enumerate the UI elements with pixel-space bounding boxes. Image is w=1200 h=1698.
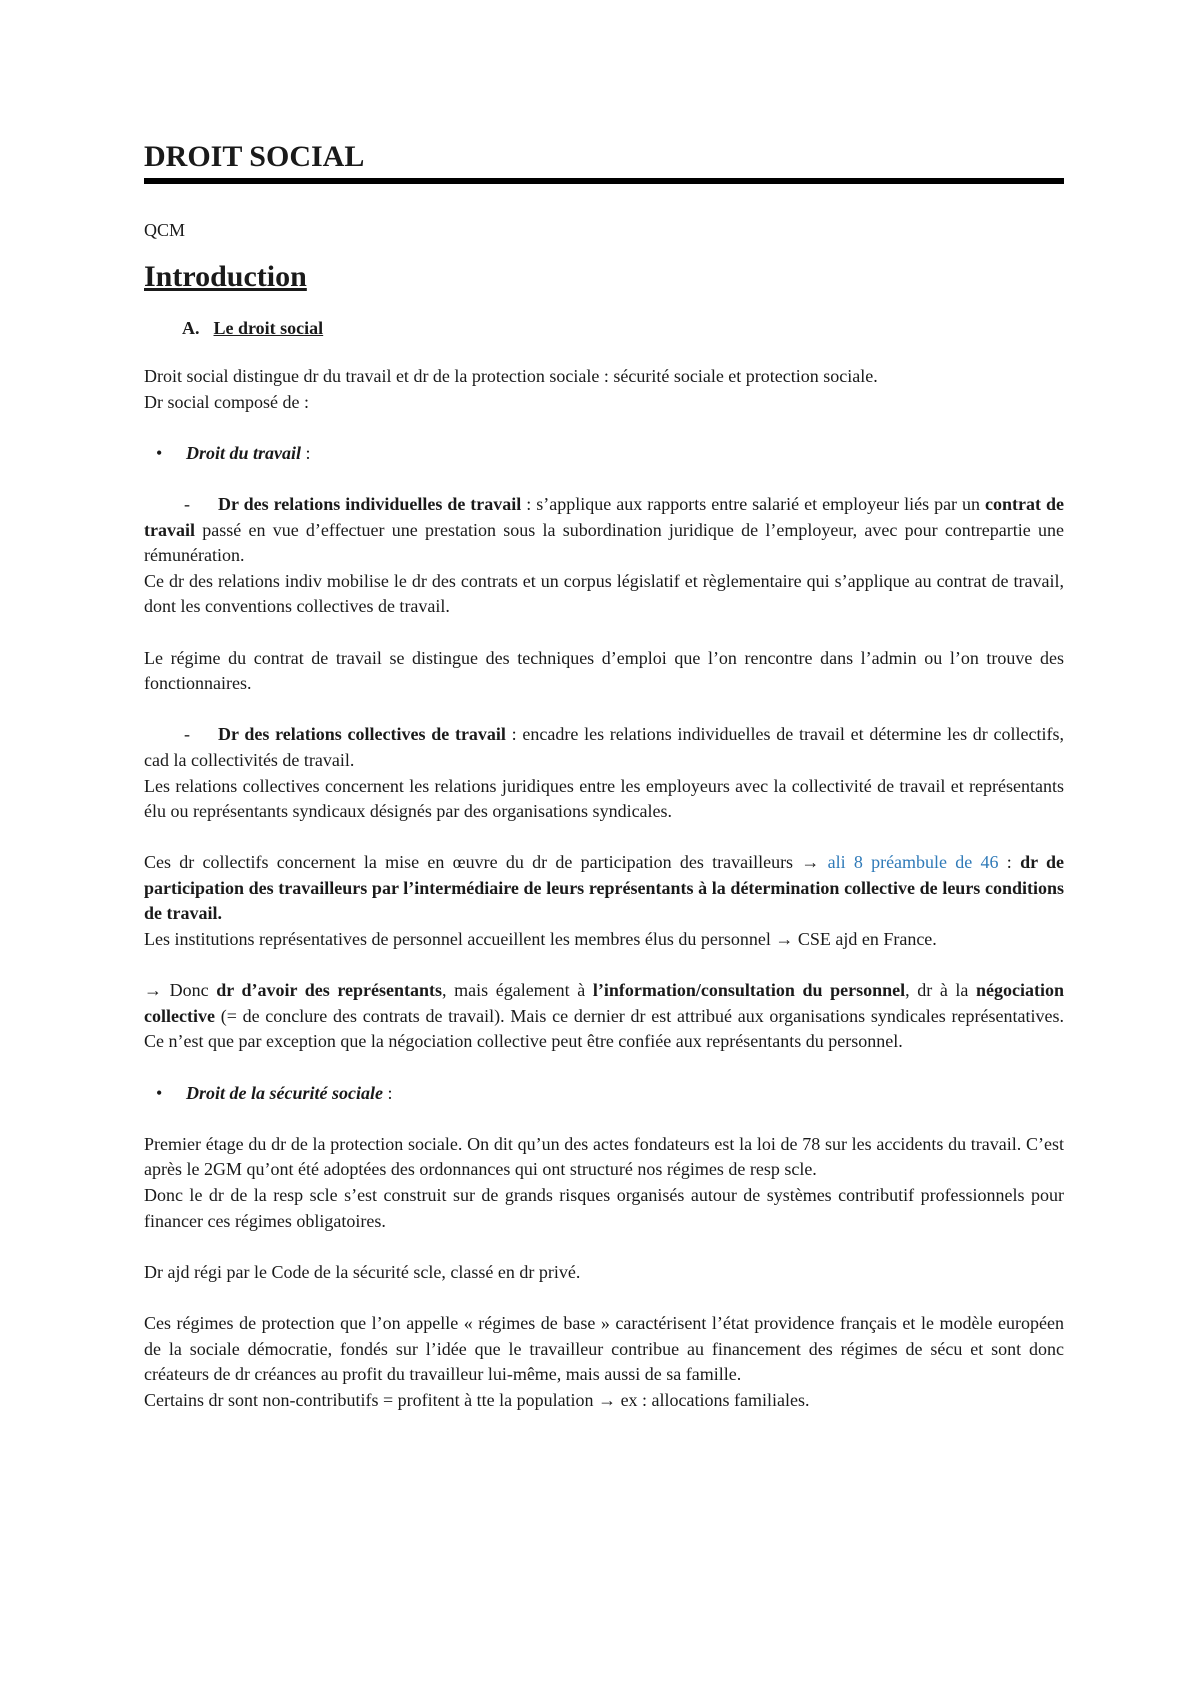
paragraph-text: (= de conclure des contrats de travail). Mais ce dernier dr est attribué aux organisations syndicales représentatives. Ce n’est que par exception que la négociation collective peut être confiée aux représentants du personnel. [144,1005,1064,1052]
heading-introduction: Introduction [144,260,307,293]
paragraph-line: Droit social distingue dr du travail et dr de la protection sociale : sécurité sociale et protection sociale. [144,366,878,386]
dash-item-bold: contrat de travail [144,493,1064,540]
section-title: Le droit social [213,318,324,338]
paragraph-text: CSE ajd en France. [793,929,937,950]
document-title: DROIT SOCIAL [144,140,1064,184]
bullet-droit-du-travail [156,441,1064,467]
bullet-icon: • [156,1082,163,1103]
dash-item-label: Dr des relations collectives de travail [218,724,506,745]
arrow-icon: → [801,852,820,873]
paragraph-text: , mais également à [442,980,593,1001]
paragraph-institutions [144,927,1064,953]
paragraph: Le régime du contrat de travail se distingue des techniques d’emploi que l’on rencontre dans l’admin ou l’on trouve des fonctionnaires. [144,647,1064,694]
paragraph-bold: dr de participation des travailleurs par l’intermédiaire de leurs représentants à la détermination collective de leurs conditions de travail. [144,852,1064,924]
dash-item-individuelles [144,492,1064,569]
paragraph-intro [144,364,1064,415]
dash-item-collectives [144,722,1064,773]
arrow-icon: → [598,1389,617,1410]
paragraph-text: , dr à la [905,980,976,1001]
section-heading-a [182,316,1064,340]
paragraph-text: Certains dr sont non-contributifs = profitent à tte la population [144,1389,599,1410]
paragraph-bold: l’information/consultation du personnel [592,980,906,1001]
paragraph: Ces régimes de protection que l’on appelle « régimes de base » caractérisent l’état providence français et le modèle européen de la sociale démocratie, fondés sur l’idée que le travailleur contribue au financement des régimes de sécu et sont donc créateurs de dr créances au profit du travailleur lui-même, mais aussi de sa famille. [144,1312,1064,1385]
paragraph-text: Ces dr collectifs concernent la mise en œuvre du dr de participation des travailleurs [144,852,802,873]
bullet-droit-securite-sociale [156,1081,1064,1107]
bullet-suffix: : [301,442,311,463]
paragraph-representants [144,978,1064,1055]
dash-icon: - [184,724,190,745]
paragraph-text: : [998,852,1021,873]
qcm-label: QCM [144,220,186,240]
document-body [144,140,1064,1413]
paragraph: Premier étage du dr de la protection sociale. On dit qu’un des actes fondateurs est la loi de 78 sur les accidents du travail. C’est après le 2GM qu’ont été adoptées des ordonnances qui ont structuré nos régimes de resp scle. [144,1133,1064,1180]
dash-item-text: passé en vue d’effectuer une prestation sous la subordination juridique de l’employeur, avec pour contrepartie une rémunération. [144,519,1064,566]
arrow-icon: → [144,980,162,1001]
paragraph: Dr ajd régi par le Code de la sécurité scle, classé en dr privé. [144,1261,581,1282]
dash-icon: - [184,493,190,514]
paragraph-line: Dr social composé de : [144,391,309,412]
dash-item-text: : s’applique aux rapports entre salarié et employeur liés par un [521,493,986,514]
section-letter: A. [182,318,200,338]
bullet-label: Droit du travail [186,442,302,463]
arrow-icon: → [775,929,794,950]
paragraph-bold: négociation collective [144,980,1064,1026]
paragraph-bold: dr d’avoir des représentants [216,980,443,1001]
dash-item-label: Dr des relations individuelles de travail [218,493,522,514]
bullet-label: Droit de la sécurité sociale [186,1082,383,1103]
paragraph: Les relations collectives concernent les relations juridiques entre les employeurs avec la collectivité de travail et représentants élu ou représentants syndicaux désignés par des organisations syndicales. [144,775,1064,822]
paragraph-participation [144,850,1064,927]
paragraph-text: ex : allocations familiales. [616,1389,810,1410]
dash-item-text: : encadre les relations individuelles de travail et détermine les dr collectifs, cad la collectivités de travail. [144,724,1065,770]
bullet-suffix: : [382,1082,393,1103]
bullet-icon: • [156,442,163,463]
reference-link[interactable]: ali 8 préambule de 46 [819,852,999,873]
paragraph: Ce dr des relations indiv mobilise le dr des contrats et un corpus législatif et règlementaire qui s’applique au contrat de travail, dont les conventions collectives de travail. [144,570,1064,617]
paragraph-text: Donc [162,980,217,1001]
paragraph: Donc le dr de la resp scle s’est construit sur de grands risques organisés autour de systèmes contributif professionnels pour financer ces régimes obligatoires. [144,1185,1064,1231]
paragraph-text: Les institutions représentatives de personnel accueillent les membres élus du personnel [144,929,776,950]
paragraph-non-contributifs [144,1388,1064,1414]
